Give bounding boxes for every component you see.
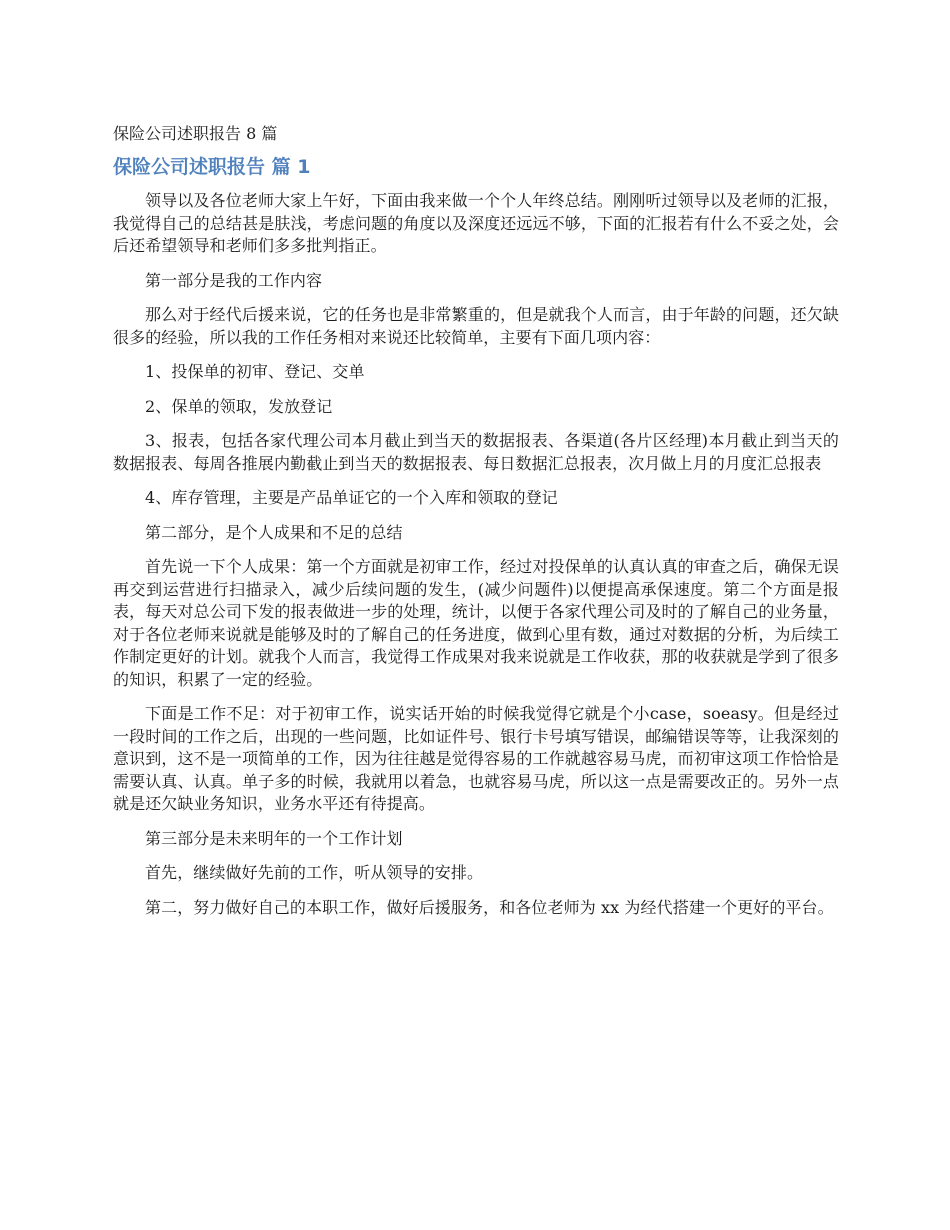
paragraph-achievements: 首先说一下个人成果：第一个方面就是初审工作，经过对投保单的认真认真的审查之后，确保无误再交到运营进行扫描录入，减少后续问题的发生，(减少问题件)以便提高承保速度。第二个方面是报表，每天对总公司下发的报表做进一步的处理，统计，以便于各家代理公司及时的了解自己的业务量，对于各位老师来说就是能够及时的了解自己的任务进度，做到心里有数，通过对数据的分析，为后续工作制定更好的计划。就我个人而言，我觉得工作成果对我来说就是工作收获，那的收获就是学到了很多的知识，积累了一定的经验。 xyxy=(113,557,839,689)
paragraph-intro: 领导以及各位老师大家上午好，下面由我来做一个个人年终总结。刚刚听过领导以及老师的汇报，我觉得自己的总结甚是肤浅，考虑问题的角度以及深度还远远不够，下面的汇报若有什么不妥之处，会后还希望领导和老师们多多批判指正。 xyxy=(113,191,839,255)
paragraph-shortcomings: 下面是工作不足：对于初审工作，说实话开始的时候我觉得它就是个小case，soeasy。但是经过一段时间的工作之后，出现的一些问题，比如证件号、银行卡号填写错误，邮编错误等等，让我深刻的意识到，这不是一项简单的工作，因为往往越是觉得容易的工作就越容易马虎，而初审这项工作恰恰是需要认真、认真。单子多的时候，我就用以着急，也就容易马虎，所以这一点是需要改正的。另外一点就是还欠缺业务知识，业务水平还有待提高。 xyxy=(113,704,839,813)
section-heading: 保险公司述职报告 篇 1 xyxy=(113,156,311,178)
paragraph-part-one-heading: 第一部分是我的工作内容 xyxy=(145,270,323,290)
paragraph-part-three-heading: 第三部分是未来明年的一个工作计划 xyxy=(145,828,403,848)
paragraph-part-two-heading: 第二部分，是个人成果和不足的总结 xyxy=(145,522,403,542)
paragraph-item-4: 4、库存管理，主要是产品单证它的一个入库和领取的登记 xyxy=(145,488,558,507)
paragraph-item-3: 3、报表，包括各家代理公司本月截止到当天的数据报表、各渠道(各片区经理)本月截止到当天的数据报表、每周各推展内勤截止到当天的数据报表、每日数据汇总报表，次月做上月的月度汇总报表 xyxy=(113,431,839,473)
paragraph-plan-2: 第二，努力做好自己的本职工作，做好后援服务，和各位老师为 xx 为经代搭建一个更好的平台。 xyxy=(145,897,834,917)
paragraph-work-overview: 那么对于经代后援来说，它的任务也是非常繁重的，但是就我个人而言，由于年龄的问题，还欠缺很多的经验，所以我的工作任务相对来说还比较简单，主要有下面几项内容： xyxy=(113,305,839,347)
document-page xyxy=(113,122,839,931)
paragraph-item-2: 2、保单的领取，发放登记 xyxy=(145,396,333,416)
paragraph-item-1: 1、投保单的初审、登记、交单 xyxy=(145,362,365,381)
paragraph-plan-1: 首先，继续做好先前的工作，听从领导的安排。 xyxy=(145,863,484,882)
document-title: 保险公司述职报告 8 篇 xyxy=(113,124,278,143)
